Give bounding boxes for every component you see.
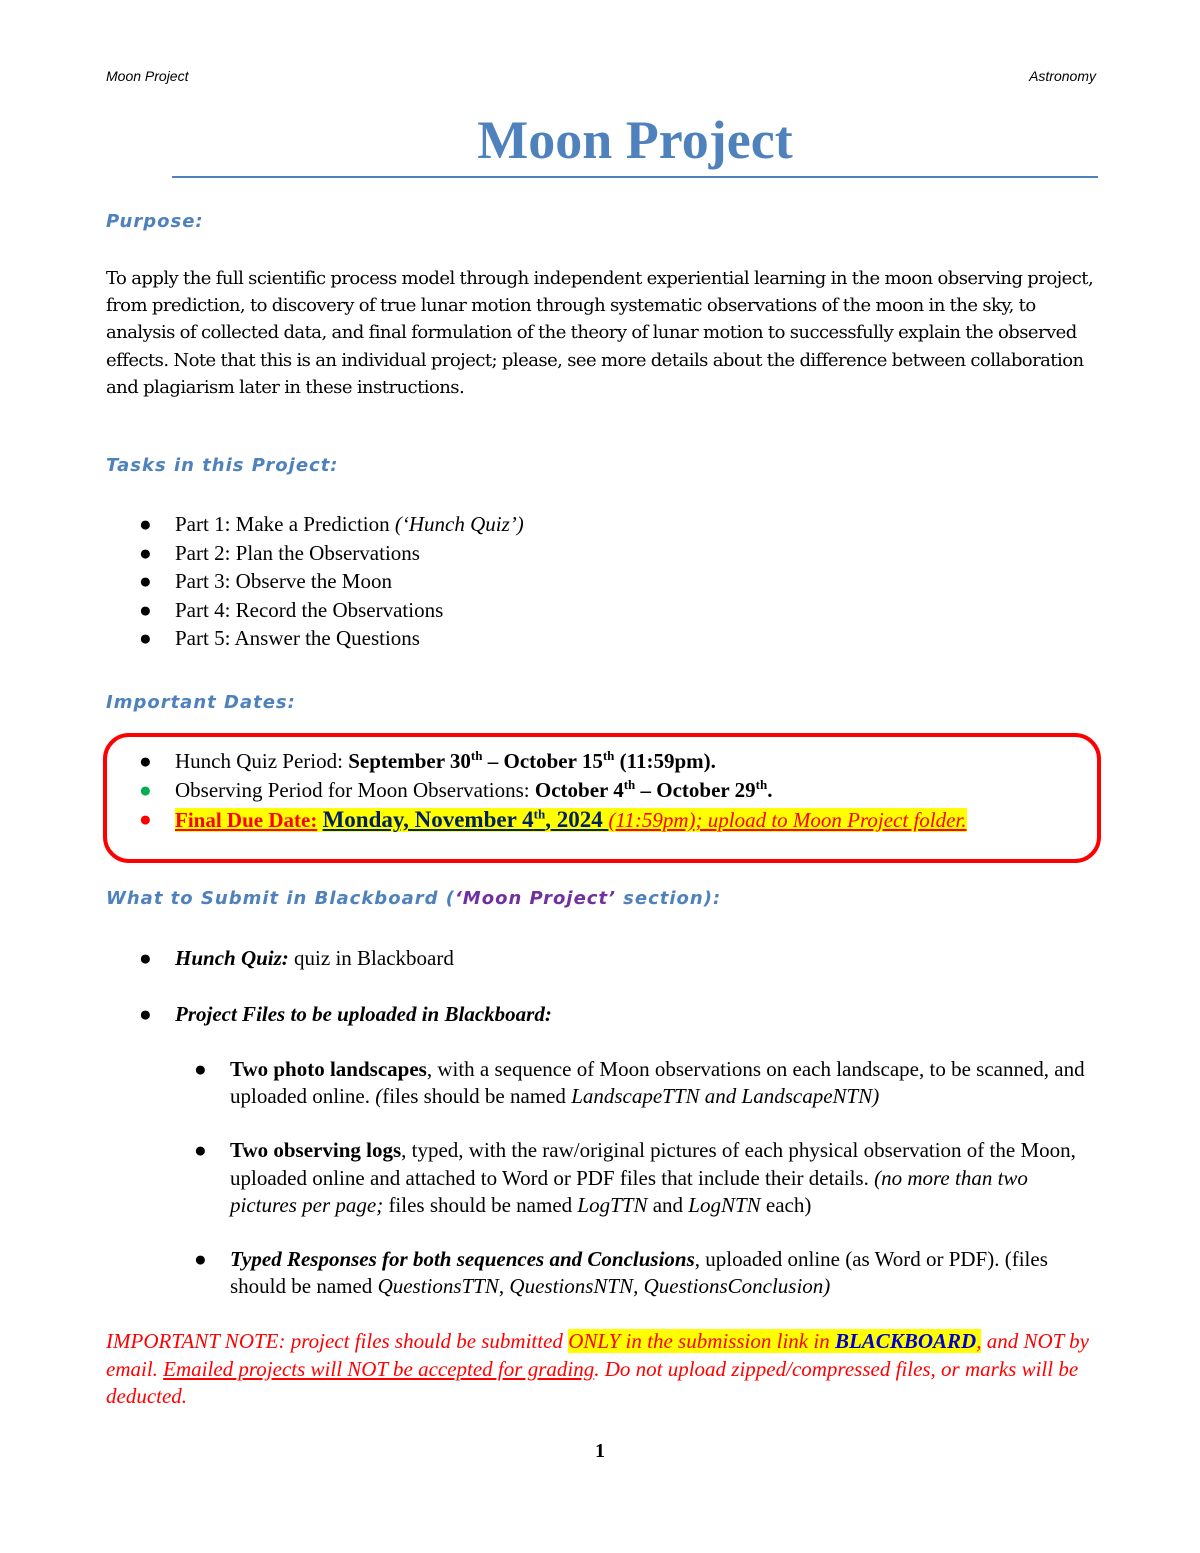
- purpose-text: To apply the full scientific process model through independent experiential learning in the moon observing project, from prediction, to discovery of true lunar motion through systematic observations of the moon in the sky, to analysis of collected data, and final formulation of the theory of lunar motion to successfully explain the observed effects. Note that this is an individual project; please, see more details about the difference between collaboration and plagiarism later in these instructions.: [106, 268, 1094, 398]
- submit-heading: What to Submit in Blackboard (‘Moon Project’ section):: [106, 888, 722, 909]
- header-left: Moon Project: [106, 68, 189, 84]
- tasks-heading: Tasks in this Project:: [106, 455, 339, 476]
- bullet-icon: ●: [139, 778, 152, 802]
- dates-heading: Important Dates:: [106, 692, 296, 713]
- purpose-heading: Purpose:: [106, 211, 204, 232]
- hunch-quiz-item: ● Hunch Quiz: quiz in Blackboard: [139, 946, 454, 970]
- landscapes-item: ● Two photo landscapes, with a sequence of Moon observations on each landscape, to be scanned, and uploaded online. (files should be named LandscapeTTN and LandscapeNTN): [194, 1057, 1085, 1109]
- submit-list: [139, 944, 552, 1056]
- bullet-icon: ●: [139, 597, 152, 622]
- bullet-icon: ●: [139, 807, 152, 831]
- final-due-date-item: ● Final Due Date: Monday, November 4th, 2024 (11:59pm); upload to Moon Project folder.: [139, 806, 967, 832]
- bullet-icon: ●: [139, 946, 152, 970]
- tasks-list: [139, 510, 524, 653]
- header-right: Astronomy: [1029, 68, 1096, 84]
- dates-list: [139, 747, 967, 835]
- observing-period-item: ● Observing Period for Moon Observations: October 4th – October 29th.: [175, 776, 967, 805]
- task-item: ● Part 2: Plan the Observations: [175, 539, 524, 568]
- project-files-item: ● Project Files to be uploaded in Blackboard:: [139, 1002, 552, 1026]
- typed-responses-item: ● Typed Responses for both sequences and Conclusions, uploaded online (as Word or PDF). (files should be named QuestionsTTN, QuestionsNTN, QuestionsConclusion): [194, 1247, 1048, 1299]
- task-item: ● Part 4: Record the Observations: [175, 596, 524, 625]
- task-item: ● Part 3: Observe the Moon: [175, 567, 524, 596]
- bullet-icon: ●: [194, 1057, 207, 1081]
- bullet-icon: ●: [139, 512, 152, 536]
- hunch-period-item: ● Hunch Quiz Period: September 30th – October 15th (11:59pm).: [175, 747, 967, 776]
- bullet-icon: ●: [139, 1002, 152, 1026]
- observing-logs-item: ● Two observing logs, typed, with the raw/original pictures of each physical observation of the Moon, uploaded online and attached to Word or PDF files that include their details. (no more than two pictures per page; files should be named LogTTN and LogNTN each): [194, 1138, 1076, 1217]
- task-item: ● Part 5: Answer the Questions: [175, 624, 524, 653]
- title-rule: [172, 176, 1098, 178]
- task-item: ● Part 1: Make a Prediction (‘Hunch Quiz’): [175, 510, 524, 539]
- important-note: IMPORTANT NOTE: project files should be submitted ONLY in the submission link in BLACKBOARD, and NOT by email. Emailed projects will NOT be accepted for grading. Do not upload zipped/compressed files, or marks will be deducted.: [106, 1329, 1089, 1408]
- bullet-icon: ●: [194, 1247, 207, 1272]
- bullet-icon: ●: [194, 1138, 207, 1163]
- bullet-icon: ●: [139, 749, 152, 773]
- page-title: Moon Project: [477, 110, 793, 170]
- bullet-icon: ●: [139, 626, 152, 651]
- project-files-list: [194, 1056, 1100, 1327]
- bullet-icon: ●: [139, 540, 152, 565]
- bullet-icon: ●: [139, 569, 152, 594]
- page-number: 1: [595, 1440, 605, 1462]
